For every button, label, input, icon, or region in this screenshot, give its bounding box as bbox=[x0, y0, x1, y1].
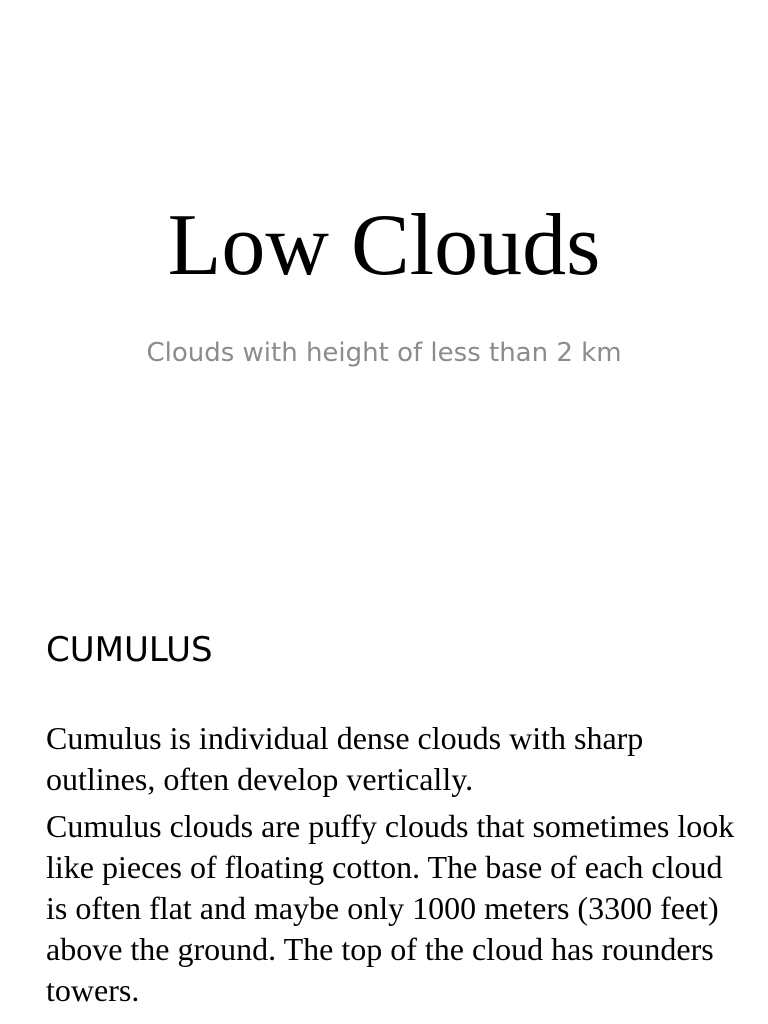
section-heading: CUMULUS bbox=[46, 630, 213, 670]
paragraph: Cumulus is individual dense clouds with sharp outlines, often develop vertically. bbox=[46, 720, 644, 797]
paragraph: Cumulus clouds are puffy clouds that sometimes look like pieces of floating cotton. The base of each cloud is often flat and maybe only 1000 meters (3300 feet) above the ground. The top of the cloud has rounders towers. bbox=[46, 808, 735, 1008]
slide-title: Low Clouds bbox=[167, 197, 601, 294]
content-slide bbox=[0, 576, 768, 1024]
body-text bbox=[46, 718, 736, 1017]
slide-subtitle: Clouds with height of less than 2 km bbox=[146, 338, 622, 368]
